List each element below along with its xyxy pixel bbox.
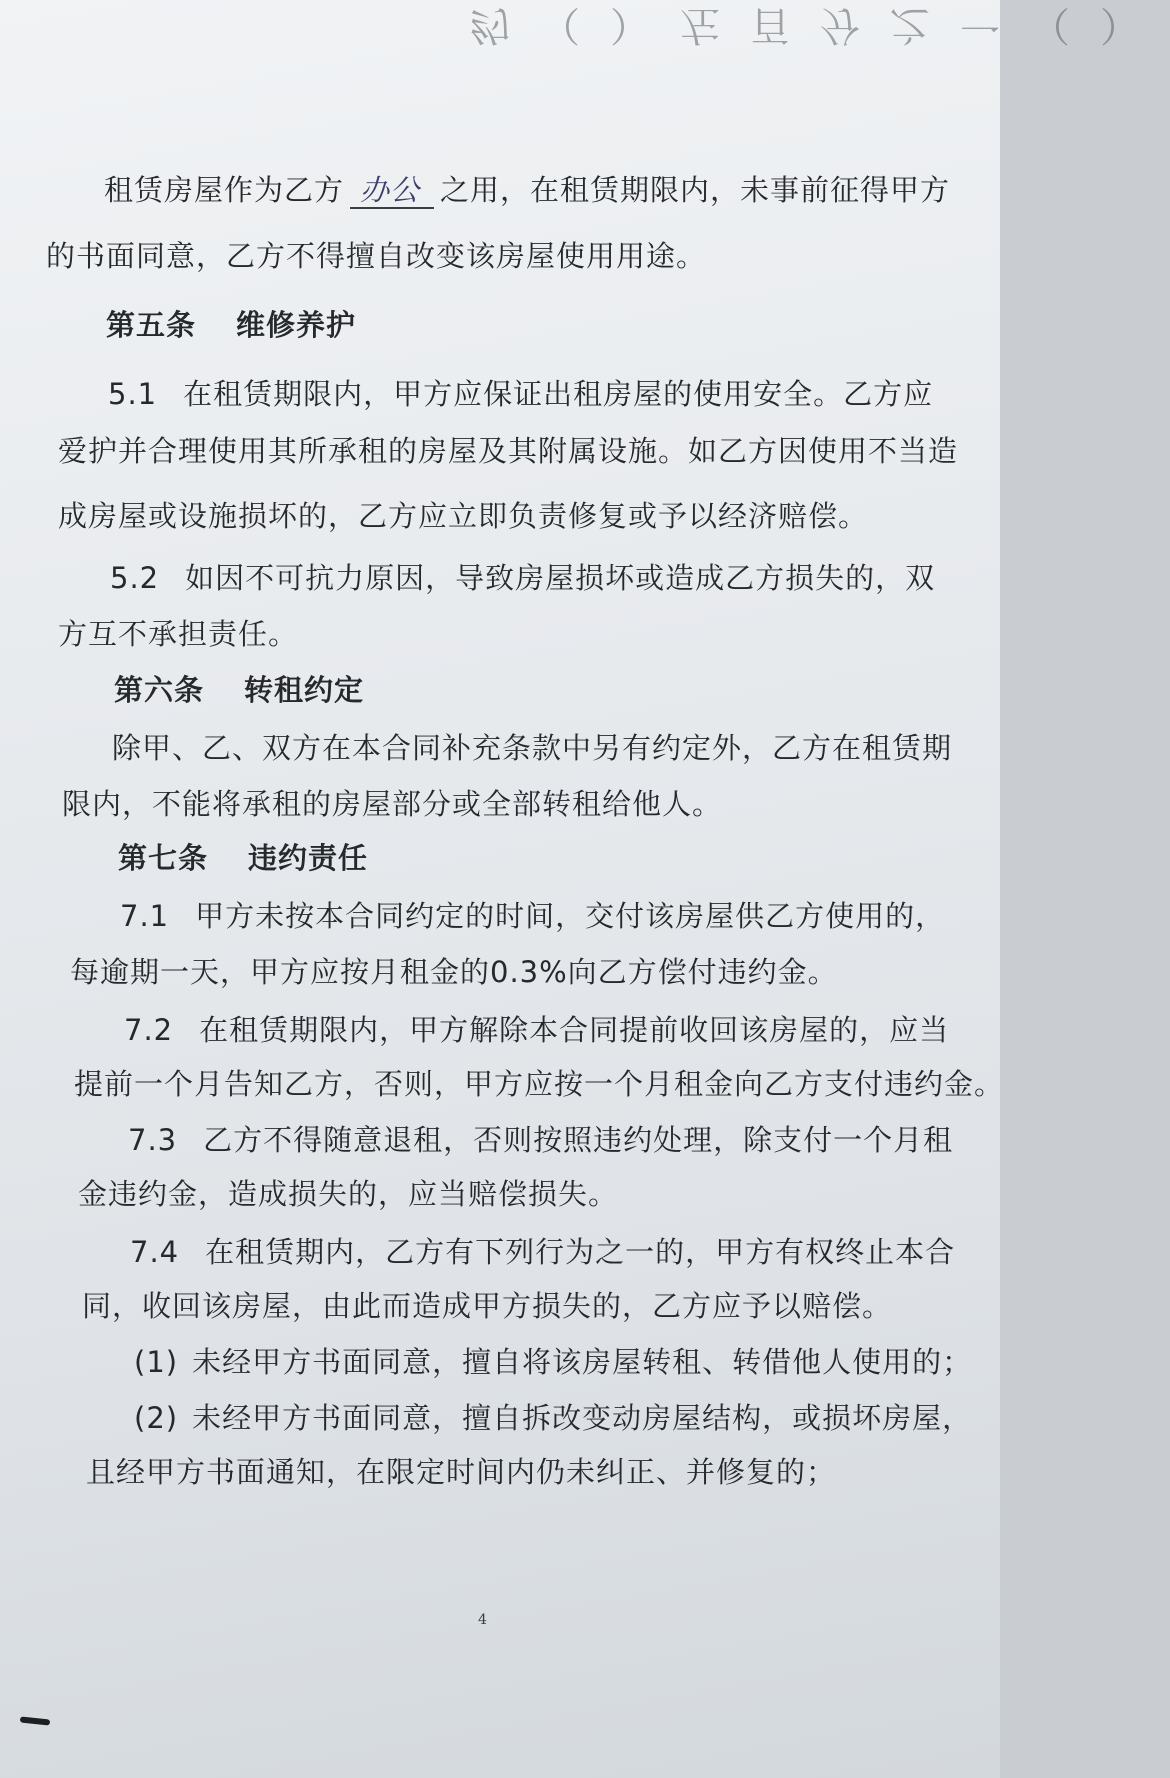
clause-5-2-number: 5.2 <box>110 561 160 595</box>
clause-5-1-line-3: 成房屋或设施损坏的，乙方应立即负责修复或予以经济赔偿。 <box>58 499 869 533</box>
item-1-text: 未经甲方书面同意，擅自将该房屋转租、转借他人使用的； <box>192 1345 973 1379</box>
item-2-number: (2) <box>134 1401 179 1435</box>
clause-5-1-line-2: 爱护并合理使用其所承租的房屋及其附属设施。如乙方因使用不当造 <box>58 434 959 468</box>
clause-7-1-text: 甲方未按本合同约定的时间，交付该房屋供乙方使用的， <box>195 899 946 933</box>
bleed-through-text: 约（）左百分之一（） <box>470 2 1170 48</box>
clause-7-4-number: 7.4 <box>130 1235 180 1269</box>
article-7-number: 第七条 <box>118 841 209 875</box>
clause-7-1-line-2: 每逾期一天，甲方应按月租金的0.3%向乙方偿付违约金。 <box>70 955 838 989</box>
clause-7-4-text: 在租赁期内，乙方有下列行为之一的，甲方有权终止本合 <box>205 1235 956 1269</box>
article-6-number: 第六条 <box>114 673 205 707</box>
purpose-text-pre: 租赁房屋作为乙方 <box>104 173 345 207</box>
article-7-heading <box>118 838 368 878</box>
article-6-line-2: 限内，不能将承租的房屋部分或全部转租给他人。 <box>62 787 723 821</box>
article-6-line-1: 除甲、乙、双方在本合同补充条款中另有约定外，乙方在租赁期 <box>112 731 953 765</box>
clause-5-2-line-2: 方互不承担责任。 <box>58 617 299 651</box>
clause-7-2-number: 7.2 <box>124 1013 174 1047</box>
handwritten-purpose-fill: 办公 <box>350 173 434 209</box>
item-1-number: (1) <box>134 1345 179 1379</box>
clause-5-1-line-1 <box>108 374 933 414</box>
page-number: 4 <box>478 1612 487 1628</box>
article-5-heading <box>106 305 356 345</box>
article-5-title: 维修养护 <box>236 308 357 342</box>
clause-5-2-line-1 <box>110 558 935 598</box>
article-7-title: 违约责任 <box>248 841 369 875</box>
clause-7-3-number: 7.3 <box>128 1123 178 1157</box>
clause-7-4-line-2: 同，收回该房屋，由此而造成甲方损失的，乙方应予以赔偿。 <box>82 1289 893 1323</box>
clause-5-2-text: 如因不可抗力原因，导致房屋损坏或造成乙方损失的，双 <box>185 561 936 595</box>
clause-7-3-line-2: 金违约金，造成损失的，应当赔偿损失。 <box>78 1177 619 1211</box>
article-6-title: 转租约定 <box>244 673 365 707</box>
item-2-line-2: 且经甲方书面通知，在限定时间内仍未纠正、并修复的； <box>86 1455 837 1489</box>
clause-7-2-line-2: 提前一个月告知乙方，否则，甲方应按一个月租金向乙方支付违约金。 <box>74 1067 1005 1101</box>
item-1-line-1 <box>134 1342 972 1382</box>
purpose-line-1 <box>104 170 950 210</box>
clause-5-1-text: 在租赁期限内，甲方应保证出租房屋的使用安全。乙方应 <box>183 377 934 411</box>
article-6-heading <box>114 670 364 710</box>
clause-7-1-line-1 <box>120 896 945 936</box>
clause-5-1-number: 5.1 <box>108 377 158 411</box>
item-2-text: 未经甲方书面同意，擅自拆改变动房屋结构，或损坏房屋， <box>192 1401 973 1435</box>
clause-7-2-line-1 <box>124 1010 949 1050</box>
article-5-number: 第五条 <box>106 308 197 342</box>
clause-7-1-number: 7.1 <box>120 899 170 933</box>
clause-7-3-text: 乙方不得随意退租，否则按照违约处理，除支付一个月租 <box>203 1123 954 1157</box>
purpose-line-2: 的书面同意，乙方不得擅自改变该房屋使用用途。 <box>46 239 707 273</box>
clause-7-3-line-1 <box>128 1120 953 1160</box>
purpose-text-post: 之用，在租赁期限内，未事前征得甲方 <box>440 173 951 207</box>
clause-7-4-line-1 <box>130 1232 955 1272</box>
item-2-line-1 <box>134 1398 972 1438</box>
clause-7-2-text: 在租赁期限内，甲方解除本合同提前收回该房屋的，应当 <box>199 1013 950 1047</box>
